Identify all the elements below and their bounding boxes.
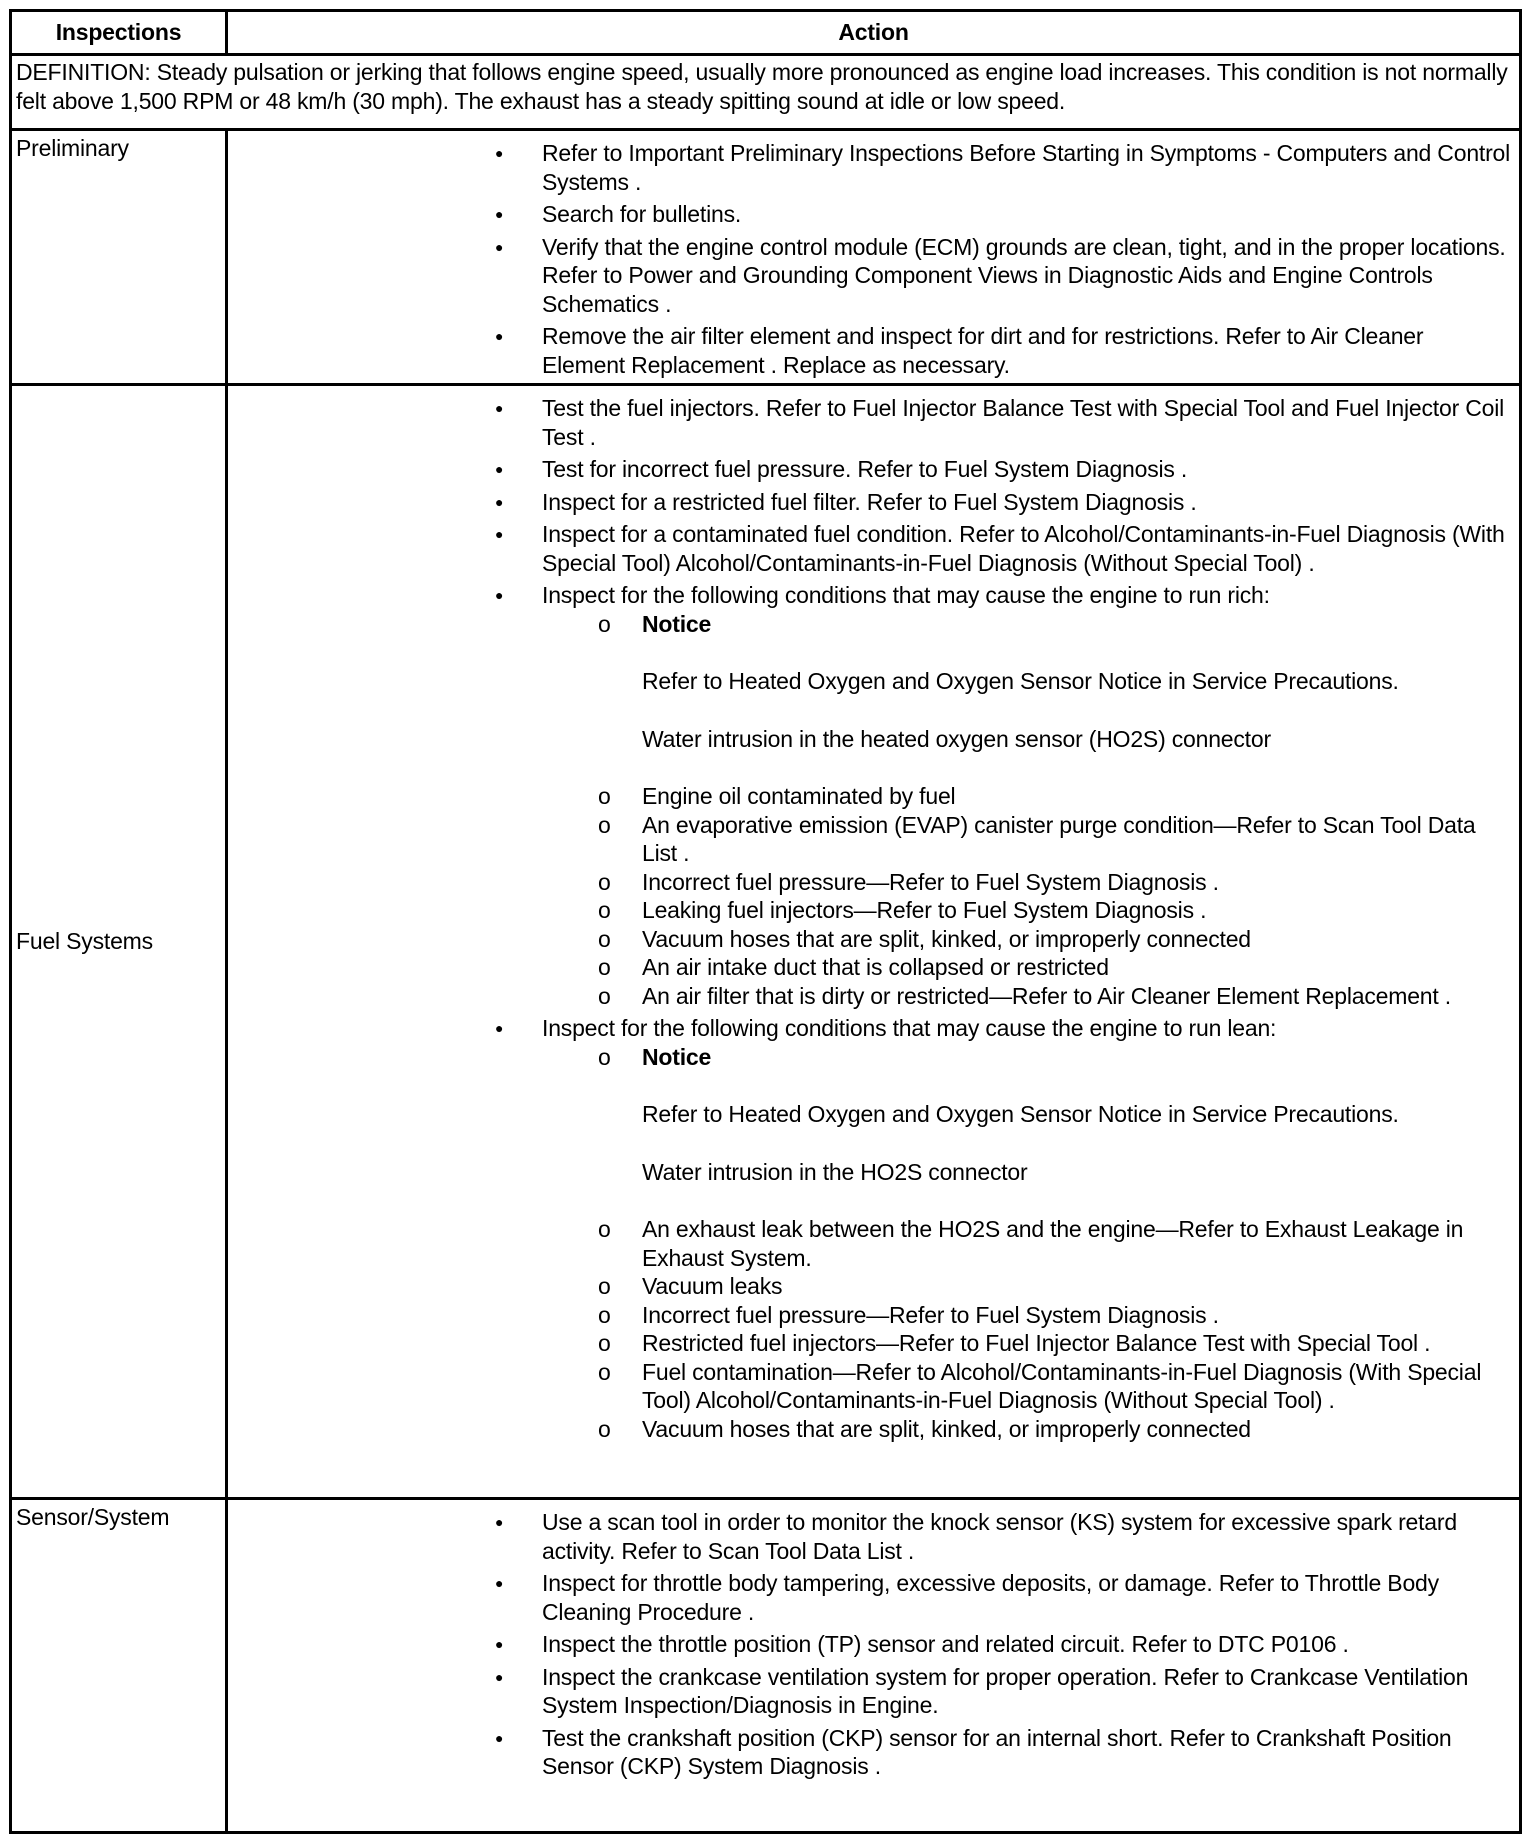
list-item-rich-conditions [228, 581, 1511, 1010]
list-item: ● Test the fuel injectors. Refer to Fuel Injector Balance Test with Special Tool and Fuel Injector Coil Test . [228, 394, 1511, 451]
sub-list-item: o Leaking fuel injectors—Refer to Fuel System Diagnosis . [228, 896, 1511, 925]
sub-list-item: o Fuel contamination—Refer to Alcohol/Contaminants-in-Fuel Diagnosis (With Special Tool) Alcohol/Contaminants-in-Fuel Diagnosis (Without Special Tool) . [228, 1358, 1511, 1415]
sub-list-item: o Vacuum hoses that are split, kinked, or improperly connected [228, 925, 1511, 954]
definition-text: DEFINITION: Steady pulsation or jerking that follows engine speed, usually more pronounced as engine load increases. This condition is not normally felt above 1,500 RPM or 48 km/h (30 mph). The exhaust has a steady spitting sound at idle or low speed. [11, 55, 1521, 130]
notice-item [228, 1043, 1511, 1187]
notice-text: Refer to Heated Oxygen and Oxygen Sensor Notice in Service Precautions. [642, 668, 1399, 694]
sub-list-item: o An exhaust leak between the HO2S and the engine—Refer to Exhaust Leakage in Exhaust System. [228, 1215, 1511, 1272]
list-item: ● Test the crankshaft position (CKP) sensor for an internal short. Refer to Crankshaft Position Sensor (CKP) System Diagnosis . [228, 1724, 1511, 1781]
list-item: ● Remove the air filter element and inspect for dirt and for restrictions. Refer to Air Cleaner Element Replacement . Replace as necessary. [228, 322, 1511, 379]
list-item: ● Inspect for a restricted fuel filter. Refer to Fuel System Diagnosis . [228, 488, 1511, 517]
conditions-intro: ● Inspect for the following conditions that may cause the engine to run rich: [542, 582, 1270, 608]
list-item: ● Refer to Important Preliminary Inspections Before Starting in Symptoms - Computers and Control Systems . [228, 139, 1511, 196]
action-list [228, 1508, 1511, 1781]
symptom-table [9, 9, 1522, 1834]
notice-item [228, 610, 1511, 754]
notice-subitem: Water intrusion in the heated oxygen sensor (HO2S) connector [642, 725, 1271, 752]
inspection-label: Sensor/System [11, 1499, 227, 1833]
sub-list-item: o Incorrect fuel pressure—Refer to Fuel System Diagnosis . [228, 1301, 1511, 1330]
list-item: ● Search for bulletins. [228, 200, 1511, 229]
sub-list-item: o An evaporative emission (EVAP) canister purge condition—Refer to Scan Tool Data List . [228, 811, 1511, 868]
table-row [11, 385, 1521, 1499]
sub-list-item: o Vacuum hoses that are split, kinked, or improperly connected [228, 1415, 1511, 1444]
list-item: ● Inspect for throttle body tampering, excessive deposits, or damage. Refer to Throttle Body Cleaning Procedure . [228, 1569, 1511, 1626]
sub-list-item: o An air filter that is dirty or restricted—Refer to Air Cleaner Element Replacement . [228, 982, 1511, 1011]
action-cell [227, 385, 1521, 1499]
list-item-lean-conditions [228, 1014, 1511, 1443]
notice-title: o Notice [642, 610, 712, 637]
table-row [11, 1499, 1521, 1833]
sub-list-item: o Incorrect fuel pressure—Refer to Fuel System Diagnosis . [228, 868, 1511, 897]
action-list [228, 139, 1511, 379]
header-action: Action [227, 11, 1521, 55]
notice-text: Refer to Heated Oxygen and Oxygen Sensor Notice in Service Precautions. [642, 1101, 1399, 1127]
list-item: ● Inspect for a contaminated fuel condition. Refer to Alcohol/Contaminants-in-Fuel Diagnosis (With Special Tool) Alcohol/Contaminants-in-Fuel Diagnosis (Without Special Tool) . [228, 520, 1511, 577]
action-cell [227, 1499, 1521, 1833]
header-inspections: Inspections [11, 11, 227, 55]
list-item: ● Test for incorrect fuel pressure. Refer to Fuel System Diagnosis . [228, 455, 1511, 484]
sub-list [542, 610, 1511, 1011]
list-item: ● Use a scan tool in order to monitor the knock sensor (KS) system for excessive spark retard activity. Refer to Scan Tool Data List . [228, 1508, 1511, 1565]
action-cell [227, 130, 1521, 385]
header-row [11, 11, 1521, 55]
inspection-label: Preliminary [11, 130, 227, 385]
list-item: ● Inspect the throttle position (TP) sensor and related circuit. Refer to DTC P0106 . [228, 1630, 1511, 1659]
list-item: ● Inspect the crankcase ventilation system for proper operation. Refer to Crankcase Ventilation System Inspection/Diagnosis in Engine. [228, 1663, 1511, 1720]
list-item: ● Verify that the engine control module (ECM) grounds are clean, tight, and in the proper locations. Refer to Power and Grounding Component Views in Diagnostic Aids and Engine Controls Schematics . [228, 233, 1511, 319]
action-list [228, 394, 1511, 1443]
inspection-label: Fuel Systems [11, 385, 227, 1499]
conditions-intro: ● Inspect for the following conditions that may cause the engine to run lean: [542, 1015, 1277, 1041]
sub-list [542, 1043, 1511, 1444]
definition-row [11, 55, 1521, 130]
sub-list-item: o Engine oil contaminated by fuel [228, 782, 1511, 811]
notice-subitem: Water intrusion in the HO2S connector [642, 1158, 1028, 1185]
table-row [11, 130, 1521, 385]
sub-list-item: o An air intake duct that is collapsed or restricted [228, 953, 1511, 982]
sub-list-item: o Restricted fuel injectors—Refer to Fuel Injector Balance Test with Special Tool . [228, 1329, 1511, 1358]
sub-list-item: o Vacuum leaks [228, 1272, 1511, 1301]
notice-title: o Notice [642, 1043, 712, 1070]
